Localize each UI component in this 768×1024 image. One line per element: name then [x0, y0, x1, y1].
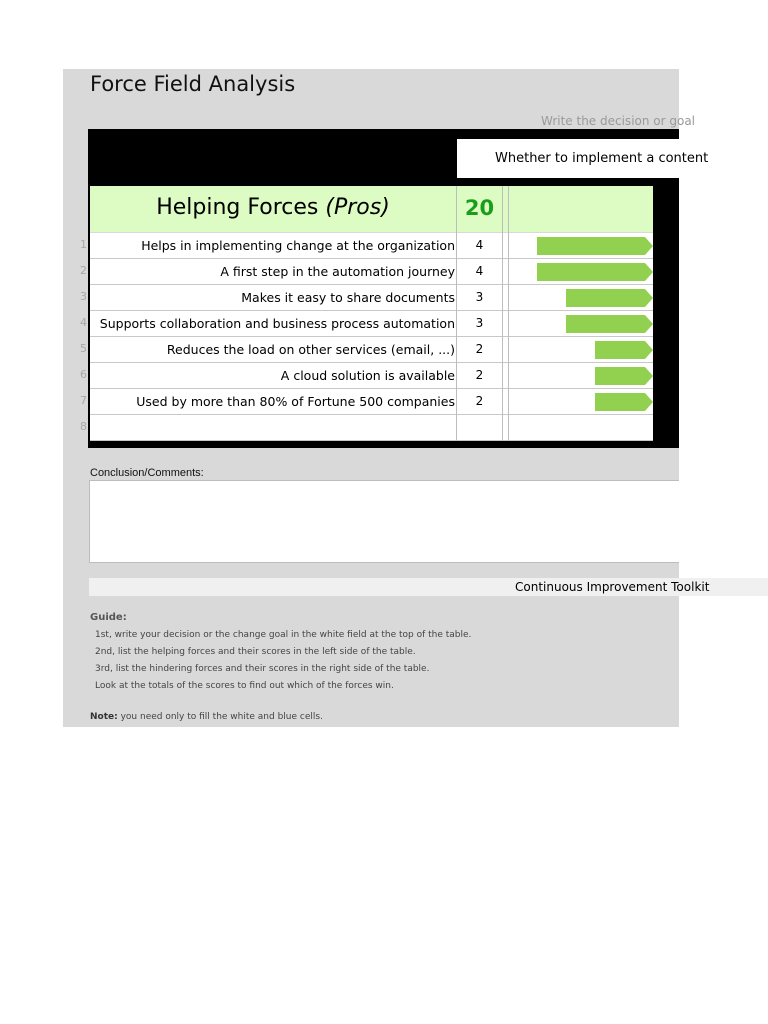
helping-force-arrow	[595, 341, 653, 359]
helping-force-row	[90, 233, 653, 259]
helping-force-arrow	[566, 315, 653, 333]
helping-forces-label-main: Helping Forces	[156, 195, 326, 220]
column-divider	[456, 186, 457, 441]
helping-force-text[interactable]: Used by more than 80% of Fortune 500 companies	[136, 394, 455, 409]
helping-force-row	[90, 337, 653, 363]
helping-force-text[interactable]: A first step in the automation journey	[220, 264, 455, 279]
row-number: 7	[80, 394, 87, 407]
note-label: Note:	[90, 712, 118, 722]
row-number: 6	[80, 368, 87, 381]
row-number: 4	[80, 316, 87, 329]
guide-title: Guide:	[90, 612, 127, 623]
helping-force-text[interactable]: Supports collaboration and business process automation	[99, 316, 455, 331]
guide-line: 1st, write your decision or the change goal in the white field at the top of the table.	[95, 630, 472, 640]
row-number: 2	[80, 264, 87, 277]
guide-line: 2nd, list the helping forces and their scores in the left side of the table.	[95, 647, 416, 657]
helping-force-text[interactable]: Makes it easy to share documents	[241, 290, 455, 305]
helping-force-text[interactable]: A cloud solution is available	[280, 368, 455, 383]
helping-force-arrow	[595, 393, 653, 411]
row-number: 5	[80, 342, 87, 355]
note	[90, 712, 323, 722]
column-divider	[508, 186, 509, 441]
helping-force-score[interactable]: 2	[475, 368, 484, 382]
helping-force-score[interactable]: 4	[475, 238, 484, 252]
decision-field[interactable]: Whether to implement a content	[457, 139, 679, 178]
helping-force-text[interactable]: Reduces the load on other services (email, ...)	[166, 342, 455, 357]
helping-force-row	[90, 259, 653, 285]
helping-force-score[interactable]: 3	[475, 290, 484, 304]
row-number: 1	[80, 238, 87, 251]
conclusion-label: Conclusion/Comments:	[90, 467, 204, 479]
helping-force-arrow	[566, 289, 653, 307]
helping-force-row	[90, 285, 653, 311]
helping-force-score[interactable]	[457, 415, 502, 440]
page-title: Force Field Analysis	[90, 72, 296, 96]
note-text: you need only to fill the white and blue cells.	[117, 712, 323, 722]
helping-force-arrow	[537, 237, 653, 255]
helping-force-text[interactable]: Helps in implementing change at the organization	[141, 238, 455, 253]
column-divider	[502, 186, 503, 441]
helping-force-arrow	[595, 367, 653, 385]
helping-force-arrow	[537, 263, 653, 281]
helping-force-row	[90, 363, 653, 389]
guide-line: Look at the totals of the scores to find out which of the forces win.	[95, 681, 394, 691]
helping-force-text[interactable]	[90, 415, 455, 440]
decision-hint: Write the decision or goal	[541, 114, 696, 128]
helping-force-row	[90, 311, 653, 337]
conclusion-field[interactable]	[89, 480, 679, 563]
footer-title: Continuous Improvement Toolkit	[515, 580, 710, 594]
row-number: 3	[80, 290, 87, 303]
guide-line: 3rd, list the hindering forces and their scores in the right side of the table.	[95, 664, 430, 674]
row-number: 8	[80, 420, 87, 433]
helping-force-score[interactable]: 2	[475, 394, 484, 408]
helping-forces-total: 20	[464, 196, 495, 220]
helping-force-row	[90, 415, 653, 441]
helping-force-score[interactable]: 2	[475, 342, 484, 356]
helping-forces-label	[90, 186, 456, 232]
helping-force-score[interactable]: 4	[475, 264, 484, 278]
helping-force-row	[90, 389, 653, 415]
helping-force-score[interactable]: 3	[475, 316, 484, 330]
helping-forces-label-pros: (Pros)	[325, 195, 390, 220]
table-border-bottom	[88, 441, 654, 448]
table-border-right	[653, 186, 679, 448]
